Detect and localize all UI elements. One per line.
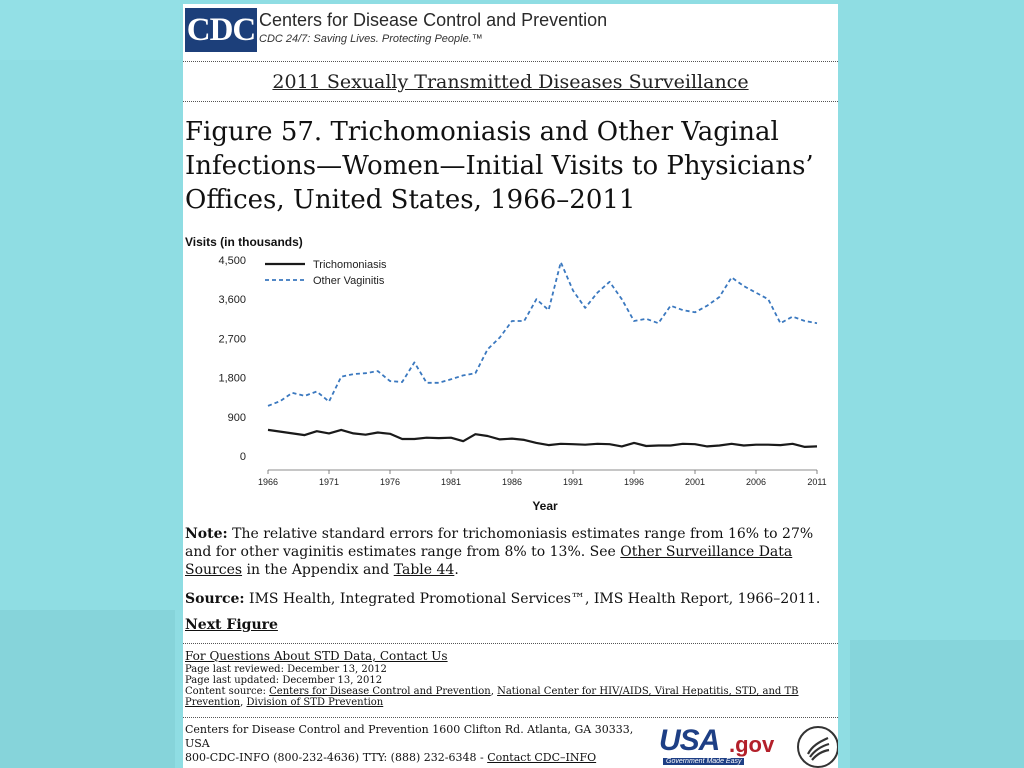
- x-tick-label: 1966: [257, 477, 279, 487]
- divider: [183, 101, 838, 102]
- legend-label: Trichomoniasis: [313, 259, 387, 271]
- address: Centers for Disease Control and Prevention 1600 Clifton Rd. Atlanta, GA 30333, USA: [185, 723, 634, 750]
- y-tick-label: 1,800: [218, 372, 246, 385]
- page-footer-info: [185, 649, 835, 708]
- note-text: .: [454, 562, 459, 578]
- eagle-icon: [799, 728, 837, 766]
- x-tick-label: 1986: [501, 477, 523, 487]
- last-reviewed: Page last reviewed: December 13, 2012: [185, 664, 387, 675]
- contact-us-link[interactable]: For Questions About STD Data, Contact Us: [185, 649, 448, 663]
- table-44-link[interactable]: Table 44: [393, 562, 455, 578]
- line-chart: [183, 232, 838, 522]
- x-tick-label: 2001: [684, 477, 706, 487]
- divider: [183, 717, 838, 718]
- x-axis-label: Year: [532, 499, 558, 513]
- usagov-logo[interactable]: [659, 724, 789, 768]
- report-page: [183, 4, 838, 768]
- note-paragraph: [185, 525, 835, 579]
- y-tick-label: 900: [227, 411, 246, 424]
- chart-area: [183, 232, 838, 522]
- divider: [183, 643, 838, 644]
- y-axis-label: Visits (in thousands): [185, 235, 303, 249]
- note-label: Note:: [185, 526, 228, 542]
- org-name: Centers for Disease Control and Prevention: [259, 10, 608, 30]
- gov-text: .gov: [729, 732, 775, 757]
- x-tick-label: 2011: [807, 477, 827, 487]
- y-tick-label: 0: [239, 451, 246, 463]
- other-surveillance-link[interactable]: Other Surveillance Data Sources: [185, 544, 793, 578]
- legend-label: Other Vaginitis: [313, 275, 385, 287]
- y-tick-label: 3,600: [218, 294, 246, 307]
- divider: [183, 61, 838, 62]
- next-figure-link[interactable]: Next Figure: [185, 617, 278, 633]
- y-tick-label: 4,500: [218, 255, 246, 267]
- nchhstp-link[interactable]: National Center for HIV/AIDS, Viral Hepatitis, STD, and TB Prevention: [185, 686, 799, 708]
- contact-footer: [185, 723, 655, 765]
- std-prevention-link[interactable]: Division of STD Prevention: [246, 697, 384, 708]
- hhs-logo-icon[interactable]: [797, 726, 838, 768]
- content-source-label: Content source:: [185, 686, 270, 697]
- series-line-trichomoniasis: [268, 430, 817, 447]
- x-tick-label: 2006: [745, 477, 767, 487]
- phone-text: 800-CDC-INFO (800-232-4636) TTY: (888) 232-6348 -: [185, 751, 488, 764]
- source-text: IMS Health, Integrated Promotional Services™, IMS Health Report, 1966–2011.: [244, 591, 821, 607]
- contact-cdc-info-link[interactable]: Contact CDC–INFO: [487, 751, 597, 764]
- report-title: 2011 Sexually Transmitted Diseases Surveillance: [272, 71, 749, 93]
- phone-line: [185, 751, 655, 765]
- x-tick-label: 1971: [318, 477, 340, 487]
- site-header: [183, 4, 838, 56]
- separator: ,: [490, 686, 498, 697]
- x-tick-label: 1996: [623, 477, 645, 487]
- figure-title: Figure 57. Trichomoniasis and Other Vaginal Infections—Women—Initial Visits to Physicians’ Offices, United States, 1966–2011: [185, 117, 814, 215]
- x-tick-label: 1991: [562, 477, 584, 487]
- note-text: The relative standard errors for trichomoniasis estimates range from 16% to 27% and for other vaginitis estimates range from 8% to 13%. See: [185, 526, 814, 560]
- x-tick-label: 1981: [440, 477, 462, 487]
- content-source: [185, 686, 835, 708]
- y-tick-label: 2,700: [218, 333, 246, 346]
- org-tagline: CDC 24/7: Saving Lives. Protecting People.™: [259, 33, 483, 45]
- last-updated: Page last updated: December 13, 2012: [185, 675, 383, 686]
- note-text: in the Appendix and: [242, 562, 394, 578]
- separator: ,: [240, 697, 247, 708]
- source-label: Source:: [185, 591, 245, 607]
- source-paragraph: [185, 590, 835, 608]
- cdc-link[interactable]: Centers for Disease Control and Prevention: [269, 686, 491, 697]
- cdc-logo[interactable]: CDC: [185, 8, 257, 52]
- x-tick-label: 1976: [379, 477, 401, 487]
- usa-text: USA: [659, 724, 720, 757]
- usa-subtitle: Government Made Easy: [663, 758, 744, 765]
